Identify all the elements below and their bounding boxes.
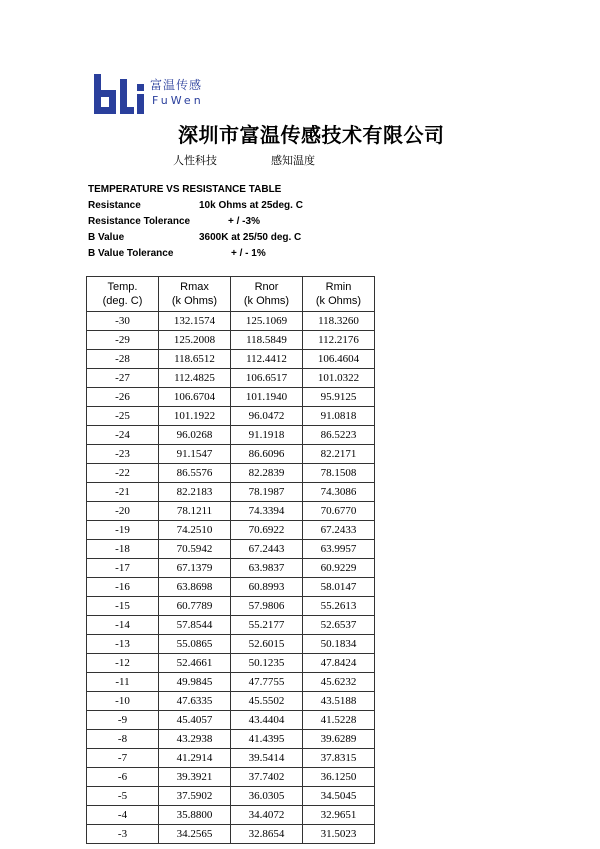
spec-bvalue-label: B Value bbox=[88, 232, 125, 243]
table-row bbox=[87, 540, 375, 559]
brand-name-en: FuWen bbox=[152, 94, 204, 107]
spec-bvalue-value: 3600K at 25/50 deg. C bbox=[199, 232, 302, 243]
table-row bbox=[87, 369, 375, 388]
cell-rmax: 101.1922 bbox=[159, 407, 231, 426]
cell-temp: -4 bbox=[87, 806, 159, 825]
cell-rmax: 82.2183 bbox=[159, 483, 231, 502]
header-rmax: Rmax (k Ohms) bbox=[159, 277, 231, 312]
cell-rmax: 34.2565 bbox=[159, 825, 231, 844]
cell-rnor: 70.6922 bbox=[231, 521, 303, 540]
table-row bbox=[87, 578, 375, 597]
cell-rmin: 86.5223 bbox=[303, 426, 375, 445]
table-row bbox=[87, 711, 375, 730]
cell-rnor: 34.4072 bbox=[231, 806, 303, 825]
cell-rmax: 125.2008 bbox=[159, 331, 231, 350]
cell-temp: -29 bbox=[87, 331, 159, 350]
cell-temp: -9 bbox=[87, 711, 159, 730]
cell-temp: -3 bbox=[87, 825, 159, 844]
cell-rmax: 74.2510 bbox=[159, 521, 231, 540]
cell-rmax: 118.6512 bbox=[159, 350, 231, 369]
table-row bbox=[87, 483, 375, 502]
cell-rmin: 106.4604 bbox=[303, 350, 375, 369]
cell-temp: -13 bbox=[87, 635, 159, 654]
cell-rmax: 43.2938 bbox=[159, 730, 231, 749]
table-row bbox=[87, 749, 375, 768]
cell-rnor: 57.9806 bbox=[231, 597, 303, 616]
cell-rmin: 78.1508 bbox=[303, 464, 375, 483]
table-header-row bbox=[87, 277, 375, 312]
table-row bbox=[87, 502, 375, 521]
cell-rnor: 55.2177 bbox=[231, 616, 303, 635]
cell-rmin: 34.5045 bbox=[303, 787, 375, 806]
cell-rmax: 49.9845 bbox=[159, 673, 231, 692]
cell-rmin: 41.5228 bbox=[303, 711, 375, 730]
cell-temp: -19 bbox=[87, 521, 159, 540]
cell-rmax: 78.1211 bbox=[159, 502, 231, 521]
cell-rmax: 45.4057 bbox=[159, 711, 231, 730]
cell-rmin: 91.0818 bbox=[303, 407, 375, 426]
cell-temp: -24 bbox=[87, 426, 159, 445]
cell-temp: -7 bbox=[87, 749, 159, 768]
cell-rnor: 36.0305 bbox=[231, 787, 303, 806]
spec-resistance-value: 10k Ohms at 25deg. C bbox=[199, 200, 303, 211]
cell-temp: -5 bbox=[87, 787, 159, 806]
cell-temp: -27 bbox=[87, 369, 159, 388]
cell-rnor: 86.6096 bbox=[231, 445, 303, 464]
cell-rmin: 95.9125 bbox=[303, 388, 375, 407]
cell-rmax: 37.5902 bbox=[159, 787, 231, 806]
cell-temp: -15 bbox=[87, 597, 159, 616]
cell-rmin: 82.2171 bbox=[303, 445, 375, 464]
cell-rnor: 125.1069 bbox=[231, 312, 303, 331]
cell-temp: -18 bbox=[87, 540, 159, 559]
cell-rmax: 60.7789 bbox=[159, 597, 231, 616]
table-row bbox=[87, 350, 375, 369]
cell-rnor: 82.2839 bbox=[231, 464, 303, 483]
cell-rnor: 52.6015 bbox=[231, 635, 303, 654]
cell-temp: -17 bbox=[87, 559, 159, 578]
cell-rmax: 112.4825 bbox=[159, 369, 231, 388]
cell-temp: -23 bbox=[87, 445, 159, 464]
cell-rmax: 35.8800 bbox=[159, 806, 231, 825]
cell-rmin: 67.2433 bbox=[303, 521, 375, 540]
cell-rmin: 118.3260 bbox=[303, 312, 375, 331]
cell-rnor: 50.1235 bbox=[231, 654, 303, 673]
cell-rnor: 74.3394 bbox=[231, 502, 303, 521]
cell-rnor: 78.1987 bbox=[231, 483, 303, 502]
cell-temp: -6 bbox=[87, 768, 159, 787]
cell-rnor: 32.8654 bbox=[231, 825, 303, 844]
cell-temp: -8 bbox=[87, 730, 159, 749]
fuwen-logo-mark-icon bbox=[94, 74, 146, 114]
cell-temp: -25 bbox=[87, 407, 159, 426]
table-row bbox=[87, 426, 375, 445]
spec-title: TEMPERATURE VS RESISTANCE TABLE bbox=[88, 184, 282, 195]
table-row bbox=[87, 787, 375, 806]
table-row bbox=[87, 825, 375, 844]
cell-rmax: 96.0268 bbox=[159, 426, 231, 445]
table-row bbox=[87, 673, 375, 692]
header-rnor: Rnor (k Ohms) bbox=[231, 277, 303, 312]
cell-rmin: 55.2613 bbox=[303, 597, 375, 616]
cell-rmin: 45.6232 bbox=[303, 673, 375, 692]
slogan-1: 人性科技 bbox=[173, 154, 217, 167]
header-rmin: Rmin (k Ohms) bbox=[303, 277, 375, 312]
table-body bbox=[87, 312, 375, 844]
cell-rmax: 55.0865 bbox=[159, 635, 231, 654]
spec-bvalue-tolerance-value: + / - 1% bbox=[231, 248, 266, 259]
cell-temp: -22 bbox=[87, 464, 159, 483]
cell-rmax: 86.5576 bbox=[159, 464, 231, 483]
cell-temp: -30 bbox=[87, 312, 159, 331]
cell-rmin: 37.8315 bbox=[303, 749, 375, 768]
cell-rnor: 96.0472 bbox=[231, 407, 303, 426]
table-row bbox=[87, 559, 375, 578]
cell-rmin: 58.0147 bbox=[303, 578, 375, 597]
cell-rmax: 63.8698 bbox=[159, 578, 231, 597]
cell-rnor: 43.4404 bbox=[231, 711, 303, 730]
cell-rnor: 118.5849 bbox=[231, 331, 303, 350]
cell-rmin: 101.0322 bbox=[303, 369, 375, 388]
cell-rmax: 41.2914 bbox=[159, 749, 231, 768]
spec-resistance-label: Resistance bbox=[88, 200, 141, 211]
resistance-table bbox=[86, 276, 375, 844]
table-row bbox=[87, 654, 375, 673]
cell-rmax: 70.5942 bbox=[159, 540, 231, 559]
table-row bbox=[87, 692, 375, 711]
cell-rmin: 36.1250 bbox=[303, 768, 375, 787]
cell-rmax: 47.6335 bbox=[159, 692, 231, 711]
cell-rmax: 132.1574 bbox=[159, 312, 231, 331]
cell-rmin: 63.9957 bbox=[303, 540, 375, 559]
cell-rmin: 50.1834 bbox=[303, 635, 375, 654]
cell-temp: -10 bbox=[87, 692, 159, 711]
cell-temp: -16 bbox=[87, 578, 159, 597]
brand-name-cn: 富温传感 bbox=[150, 78, 203, 92]
cell-rmin: 112.2176 bbox=[303, 331, 375, 350]
cell-rmax: 39.3921 bbox=[159, 768, 231, 787]
spec-tolerance-value: + / -3% bbox=[228, 216, 260, 227]
company-logo bbox=[94, 74, 214, 118]
cell-temp: -28 bbox=[87, 350, 159, 369]
cell-rnor: 47.7755 bbox=[231, 673, 303, 692]
cell-rmin: 32.9651 bbox=[303, 806, 375, 825]
cell-rmin: 43.5188 bbox=[303, 692, 375, 711]
cell-rmin: 39.6289 bbox=[303, 730, 375, 749]
cell-rmin: 70.6770 bbox=[303, 502, 375, 521]
cell-rnor: 112.4412 bbox=[231, 350, 303, 369]
table-row bbox=[87, 407, 375, 426]
cell-rmax: 57.8544 bbox=[159, 616, 231, 635]
cell-rnor: 91.1918 bbox=[231, 426, 303, 445]
cell-rnor: 67.2443 bbox=[231, 540, 303, 559]
cell-rmax: 67.1379 bbox=[159, 559, 231, 578]
table-row bbox=[87, 597, 375, 616]
cell-temp: -12 bbox=[87, 654, 159, 673]
table-row bbox=[87, 730, 375, 749]
cell-rmax: 91.1547 bbox=[159, 445, 231, 464]
table-row bbox=[87, 445, 375, 464]
cell-rmin: 52.6537 bbox=[303, 616, 375, 635]
company-title: 深圳市富温传感技术有限公司 bbox=[178, 123, 445, 147]
cell-rmax: 106.6704 bbox=[159, 388, 231, 407]
spec-tolerance-label: Resistance Tolerance bbox=[88, 216, 191, 227]
cell-rnor: 106.6517 bbox=[231, 369, 303, 388]
slogan-2: 感知温度 bbox=[271, 154, 315, 167]
cell-temp: -20 bbox=[87, 502, 159, 521]
cell-temp: -26 bbox=[87, 388, 159, 407]
table-row bbox=[87, 635, 375, 654]
table-row bbox=[87, 464, 375, 483]
table-row bbox=[87, 806, 375, 825]
cell-rnor: 63.9837 bbox=[231, 559, 303, 578]
cell-rmin: 74.3086 bbox=[303, 483, 375, 502]
cell-rmin: 47.8424 bbox=[303, 654, 375, 673]
cell-rmin: 60.9229 bbox=[303, 559, 375, 578]
cell-rmin: 31.5023 bbox=[303, 825, 375, 844]
cell-rnor: 39.5414 bbox=[231, 749, 303, 768]
table-row bbox=[87, 768, 375, 787]
cell-rnor: 60.8993 bbox=[231, 578, 303, 597]
cell-rmax: 52.4661 bbox=[159, 654, 231, 673]
cell-rnor: 45.5502 bbox=[231, 692, 303, 711]
cell-temp: -21 bbox=[87, 483, 159, 502]
header-temp: Temp. (deg. C) bbox=[87, 277, 159, 312]
cell-temp: -14 bbox=[87, 616, 159, 635]
table-row bbox=[87, 388, 375, 407]
cell-rnor: 101.1940 bbox=[231, 388, 303, 407]
table-row bbox=[87, 616, 375, 635]
cell-rnor: 37.7402 bbox=[231, 768, 303, 787]
cell-rnor: 41.4395 bbox=[231, 730, 303, 749]
table-row bbox=[87, 312, 375, 331]
spec-bvalue-tolerance-label: B Value Tolerance bbox=[88, 248, 174, 259]
table-row bbox=[87, 331, 375, 350]
table-row bbox=[87, 521, 375, 540]
cell-temp: -11 bbox=[87, 673, 159, 692]
